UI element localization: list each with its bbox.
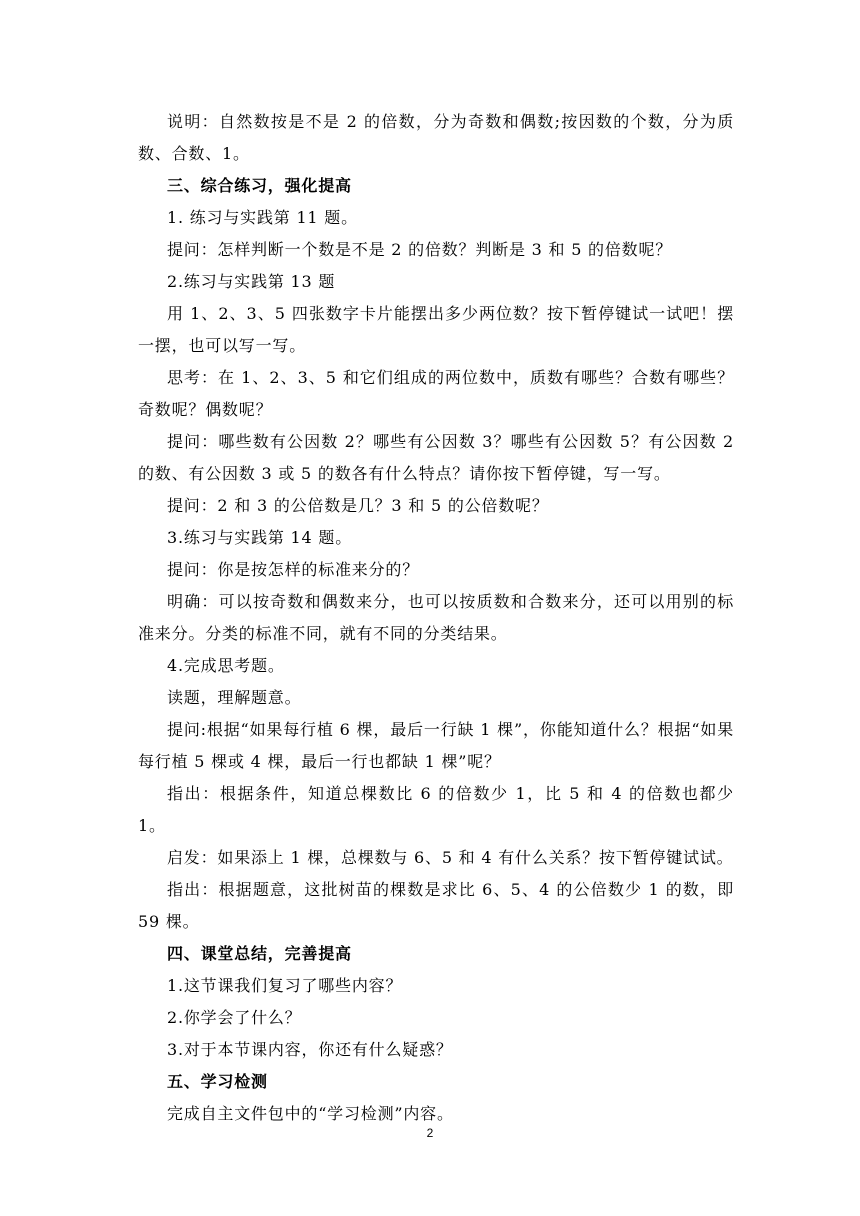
paragraph-question-common-multiples: 提问：2 和 3 的公倍数是几？3 和 5 的公倍数呢？ [167,496,549,515]
section-heading-summary: 四、课堂总结，完善提高 [167,944,352,963]
paragraph-number-cards: 用 1、2、3、5 四张数字卡片能摆出多少两位数？按下暂停键试一试吧！摆一摆，也可以写一写。 [138,304,734,355]
paragraph-think-primes: 思考：在 1、2、3、5 和它们组成的两位数中，质数有哪些？合数有哪些？奇数呢？偶数呢？ [138,368,734,419]
paragraph-doubts: 3.对于本节课内容，你还有什么疑惑？ [167,1040,453,1059]
paragraph-read-problem: 读题，理解题意。 [167,688,302,707]
paragraph-explanation: 说明：自然数按是不是 2 的倍数，分为奇数和偶数;按因数的个数，分为质数、合数、1。 [138,112,734,163]
paragraph-exercise-14: 3.练习与实践第 14 题。 [167,528,352,547]
paragraph-question-multiples: 提问：怎样判断一个数是不是 2 的倍数？判断是 3 和 5 的倍数呢？ [167,240,673,259]
page-number: 2 [426,1126,434,1140]
paragraph-clarify-classification: 明确：可以按奇数和偶数来分，也可以按质数和合数来分，还可以用别的标准来分。分类的标准不同，就有不同的分类结果。 [138,592,734,643]
section-heading-assessment: 五、学习检测 [167,1072,268,1091]
paragraph-exercise-13: 2.练习与实践第 13 题 [167,272,336,291]
paragraph-learned: 2.你学会了什么？ [167,1008,302,1027]
paragraph-question-trees: 提问:根据“如果每行植 6 棵，最后一行缺 1 棵”，你能知道什么？根据“如果每行植 5 棵或 4 棵，最后一行也都缺 1 棵”呢？ [138,720,734,771]
paragraph-point-out-condition: 指出：根据条件，知道总棵数比 6 的倍数少 1，比 5 和 4 的倍数也都少 1。 [138,784,734,835]
document-body [138,106,734,1130]
paragraph-question-common-factors: 提问：哪些数有公因数 2？哪些有公因数 3？哪些有公因数 5？有公因数 2 的数、有公因数 3 或 5 的数各有什么特点？请你按下暂停键，写一写。 [138,432,734,483]
section-heading-comprehensive-practice: 三、综合练习，强化提高 [167,176,352,195]
paragraph-exercise-11: 1. 练习与实践第 11 题。 [167,208,358,227]
paragraph-review-content: 1.这节课我们复习了哪些内容？ [167,976,403,995]
paragraph-inspire: 启发：如果添上 1 棵，总棵数与 6、5 和 4 有什么关系？按下暂停键试试。 [167,848,734,867]
paragraph-question-standard: 提问：你是按怎样的标准来分的？ [167,560,420,579]
paragraph-point-out-answer: 指出：根据题意，这批树苗的棵数是求比 6、5、4 的公倍数少 1 的数，即 59 棵。 [138,880,734,931]
paragraph-thinking-problem: 4.完成思考题。 [167,656,285,675]
paragraph-complete-assessment: 完成自主文件包中的“学习检测”内容。 [167,1104,454,1123]
